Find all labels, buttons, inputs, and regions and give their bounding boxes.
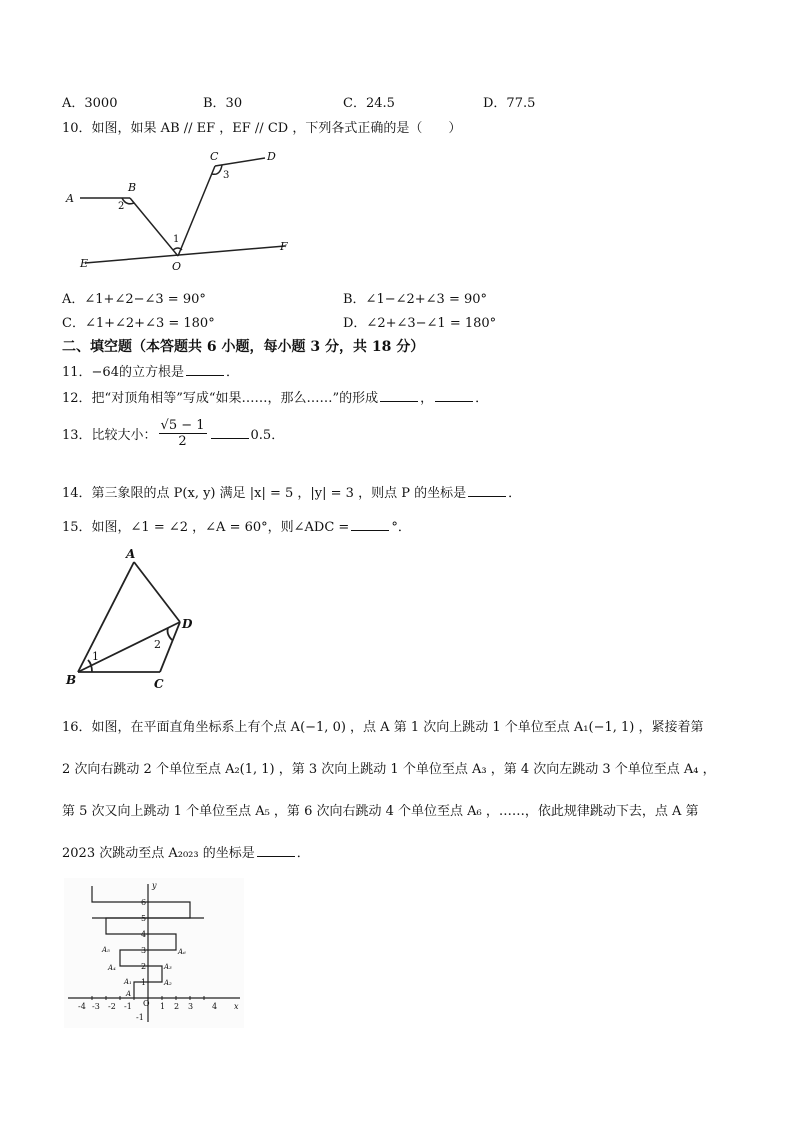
q14-answer-blank	[468, 486, 506, 497]
q10-label-f: F	[280, 240, 288, 253]
q16-answer-blank	[257, 846, 295, 857]
q16-xtick-4: -1	[124, 1002, 132, 1011]
q16-ytick-1: 1	[141, 978, 147, 987]
q11	[62, 361, 239, 380]
q15-label-c: C	[154, 677, 164, 691]
q15-answer-blank	[351, 520, 389, 531]
q16-ytick-6: 6	[141, 898, 147, 907]
q11-text: 11．−64的立方根是	[62, 365, 184, 380]
q16-end: ．	[296, 846, 310, 861]
q12-text: 12．把“对顶角相等”写成“如果……，那么……”的形成	[62, 391, 379, 406]
q10-option-b: B．∠1−∠2+∠3 = 90°	[343, 292, 488, 307]
q10-angle-1: 1	[173, 234, 180, 245]
q9-option-d: D．77.5	[483, 96, 536, 111]
q16-figure	[64, 878, 244, 1028]
q16-xtick-8: 4	[212, 1002, 218, 1011]
q15-label-a: A	[126, 547, 136, 561]
q15-end: °．	[391, 520, 411, 535]
q10-angle-3: 3	[223, 170, 230, 181]
q15-text: 15．如图，∠1 = ∠2 ，∠A = 60°，则∠ADC =	[62, 520, 350, 535]
q16-line-3: 第 5 次又向上跳动 1 个单位至点 A₅ ，第 6 次向右跳动 4 个单位至点 A₆ ，……，依此规律跳动下去，点 A 第	[62, 804, 699, 819]
q15	[62, 516, 411, 535]
q9-option-b: B．30	[203, 96, 243, 111]
q11-end: ．	[225, 365, 239, 380]
q16-origin: O	[143, 999, 150, 1008]
q16-ytick-5: 5	[141, 914, 147, 923]
q16-point-a4: A₄	[108, 964, 116, 972]
q12-end: ．	[475, 391, 489, 406]
q10-label-d: D	[267, 150, 276, 163]
q16-line-4	[62, 842, 310, 861]
q13-end: 0.5．	[250, 428, 285, 443]
q9-option-c: C．24.5	[343, 96, 395, 111]
q10-label-b: B	[128, 181, 137, 194]
q16-line-1: 16．如图，在平面直角坐标系上有个点 A(−1, 0) ，点 A 第 1 次向上跳动 1 个单位至点 A₁(−1, 1) ，紧接着第	[62, 720, 704, 735]
q16-xtick-1: -4	[78, 1002, 86, 1011]
q10-angle-2: 2	[118, 201, 125, 212]
q10-label-a: A	[66, 192, 74, 205]
q16-xtick-6: 2	[174, 1002, 180, 1011]
q13-denominator: 2	[178, 434, 187, 449]
q15-label-b: B	[66, 673, 77, 687]
q16-point-a6: A₆	[178, 948, 186, 956]
q16-xtick-2: -3	[92, 1002, 100, 1011]
q15-label-d: D	[182, 617, 193, 631]
q16-point-a5: A₅	[102, 946, 110, 954]
q16-point-a3: A₃	[164, 963, 172, 971]
q12-answer-blank-2	[435, 391, 473, 402]
q10-option-a: A．∠1+∠2−∠3 = 90°	[62, 292, 206, 307]
q15-angle-1: 1	[92, 650, 99, 663]
q16-ytick-2: 2	[141, 962, 147, 971]
q10-stem: 10．如图，如果 AB // EF ，EF // CD ，下列各式正确的是（ ）	[62, 121, 462, 136]
q16-axis-x: x	[234, 1002, 239, 1011]
q12	[62, 387, 488, 406]
q13	[62, 418, 284, 449]
q16-line-2: 2 次向右跳动 2 个单位至点 A₂(1, 1) ，第 3 次向上跳动 1 个单位至点 A₃ ，第 4 次向左跳动 3 个单位至点 A₄ ，	[62, 762, 716, 777]
q16-point-a1: A₁	[124, 978, 132, 986]
q16-ytick-3: 3	[141, 946, 147, 955]
q15-angle-2: 2	[154, 638, 161, 651]
q16-point-a: A	[126, 990, 132, 998]
q14-end: ．	[508, 486, 522, 501]
q12-sep: ，	[420, 391, 434, 406]
q16-point-a2: A₂	[164, 979, 172, 987]
q16-ytick-4: 4	[141, 930, 147, 939]
q16-xtick-5: 1	[160, 1002, 166, 1011]
section-title: 二、填空题（本答题共 6 小题，每小题 3 分，共 18 分）	[62, 339, 425, 355]
q9-option-a: A．3000	[62, 96, 118, 111]
q15-figure	[62, 542, 212, 692]
q13-numerator: √5 − 1	[160, 418, 205, 433]
q16-xtick-7: 3	[188, 1002, 194, 1011]
q10-label-c: C	[210, 150, 219, 163]
q10-option-d: D．∠2+∠3−∠1 = 180°	[343, 316, 497, 331]
q10-figure	[60, 146, 300, 276]
q14	[62, 482, 521, 501]
q10-option-c: C．∠1+∠2+∠3 = 180°	[62, 316, 215, 331]
q16-ytick-neg1: -1	[136, 1013, 144, 1022]
q13-text: 13．比较大小：	[62, 428, 157, 443]
q10-label-o: O	[172, 260, 182, 273]
q16-line-4-text: 2023 次跳动至点 A₂₀₂₃ 的坐标是	[62, 846, 255, 861]
q10-label-e: E	[80, 257, 89, 270]
q12-answer-blank-1	[380, 391, 418, 402]
q16-axis-y: y	[152, 881, 157, 890]
q11-answer-blank	[186, 365, 224, 376]
q14-text: 14．第三象限的点 P(x, y) 满足 |x| = 5 ，|y| = 3 ，则点 P 的坐标是	[62, 486, 467, 501]
q13-fraction	[159, 418, 207, 449]
q16-xtick-3: -2	[108, 1002, 116, 1011]
q13-answer-blank	[211, 428, 249, 439]
